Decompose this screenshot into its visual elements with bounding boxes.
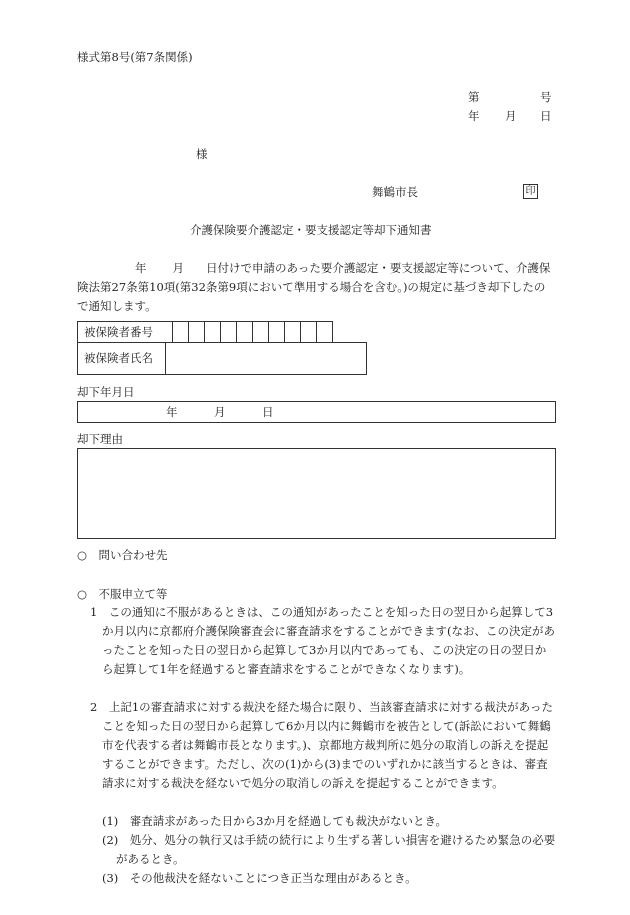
rejection-date-year: 年 (166, 405, 178, 419)
doc-number-dai: 第 (468, 90, 480, 104)
insured-name-field[interactable] (166, 343, 367, 375)
intro-paragraph (77, 259, 555, 316)
insured-number-cell[interactable] (269, 322, 285, 343)
document-title: 介護保険要介護認定・要支援認定等却下通知書 (190, 223, 432, 237)
appeal-item-2: 2 上記1の審査請求に対する裁決を経た場合に限り、当該審査請求に対する裁決があったことを知った日の翌日から起算して6か月以内に舞鶴市を被告として(訴訟において舞鶴市を代表する者は舞鶴市長となります。)、京都地方裁判所に処分の取消しの訴えを提起することができます。ただし、次の(1)から(3)までのいずれかに該当するときは、審査請求に対する裁決を経ないで処分の取消しの訴えを提起することができます。 (90, 700, 554, 790)
insured-number-cell[interactable] (205, 322, 221, 343)
issue-date-month: 月 (505, 109, 517, 123)
insured-number-cell[interactable] (317, 322, 333, 343)
insured-number-cell[interactable] (301, 322, 317, 343)
insured-number-cell[interactable] (189, 322, 205, 343)
insured-number-cell[interactable] (285, 322, 301, 343)
appeal-sub-3: (3) その他裁決を経ないことにつき正当な理由があるとき。 (102, 871, 417, 885)
insured-number-cell[interactable] (173, 322, 189, 343)
rejection-date-field[interactable] (77, 401, 556, 423)
seal-stamp: 印 (523, 184, 538, 199)
form-number: 様式第8号(第7条関係) (77, 50, 193, 64)
appeal-sub-2: (2) 処分、処分の執行又は手続の続行により生ずる著しい損害を避けるため緊急の必要があるとき。 (102, 833, 556, 866)
insured-number-cell[interactable] (253, 322, 269, 343)
rejection-date-label: 却下年月日 (77, 385, 135, 399)
appeal-sub-1: (1) 審査請求があった日から3か月を経過しても裁決がないとき。 (102, 814, 448, 828)
insured-name-label: 被保険者氏名 (78, 343, 166, 375)
issuer: 舞鶴市長 (372, 185, 418, 199)
rejection-date-month: 月 (214, 405, 226, 419)
contact-label: ○ 問い合わせ先 (77, 548, 168, 562)
intro-month: 月 (172, 261, 184, 275)
rejection-reason-field[interactable] (77, 448, 556, 539)
insured-name-table (77, 342, 367, 375)
recipient-suffix: 様 (196, 147, 208, 161)
insured-number-cell[interactable] (237, 322, 253, 343)
rejection-date-day: 日 (262, 405, 274, 419)
insured-number-label: 被保険者番号 (78, 322, 173, 343)
appeal-label: ○ 不服申立て等 (77, 587, 168, 601)
appeal-item-1: 1 この通知に不服があるときは、この通知があったことを知った日の翌日から起算して3か月以内に京都府介護保険審査会に審査請求をすることができます(なお、この決定があったことを知った日の翌日から起算して3か月以内であっても、この決定の日の翌日から起算して1年を経過すると審査請求をすることができなくなります)。 (90, 605, 555, 676)
doc-number-go: 号 (540, 90, 552, 104)
issue-date-day: 日 (540, 109, 552, 123)
intro-year: 年 (135, 261, 147, 275)
insured-number-cell[interactable] (221, 322, 237, 343)
rejection-reason-label: 却下理由 (77, 432, 123, 446)
insured-number-table (77, 321, 333, 343)
intro-text: 日付けで申請のあった要介護認定・要支援認定等について、介護保険法第27条第10項(第32条第9項において準用する場合を含む。)の規定に基づき却下したので通知します。 (77, 261, 551, 313)
issue-date-year: 年 (468, 109, 480, 123)
